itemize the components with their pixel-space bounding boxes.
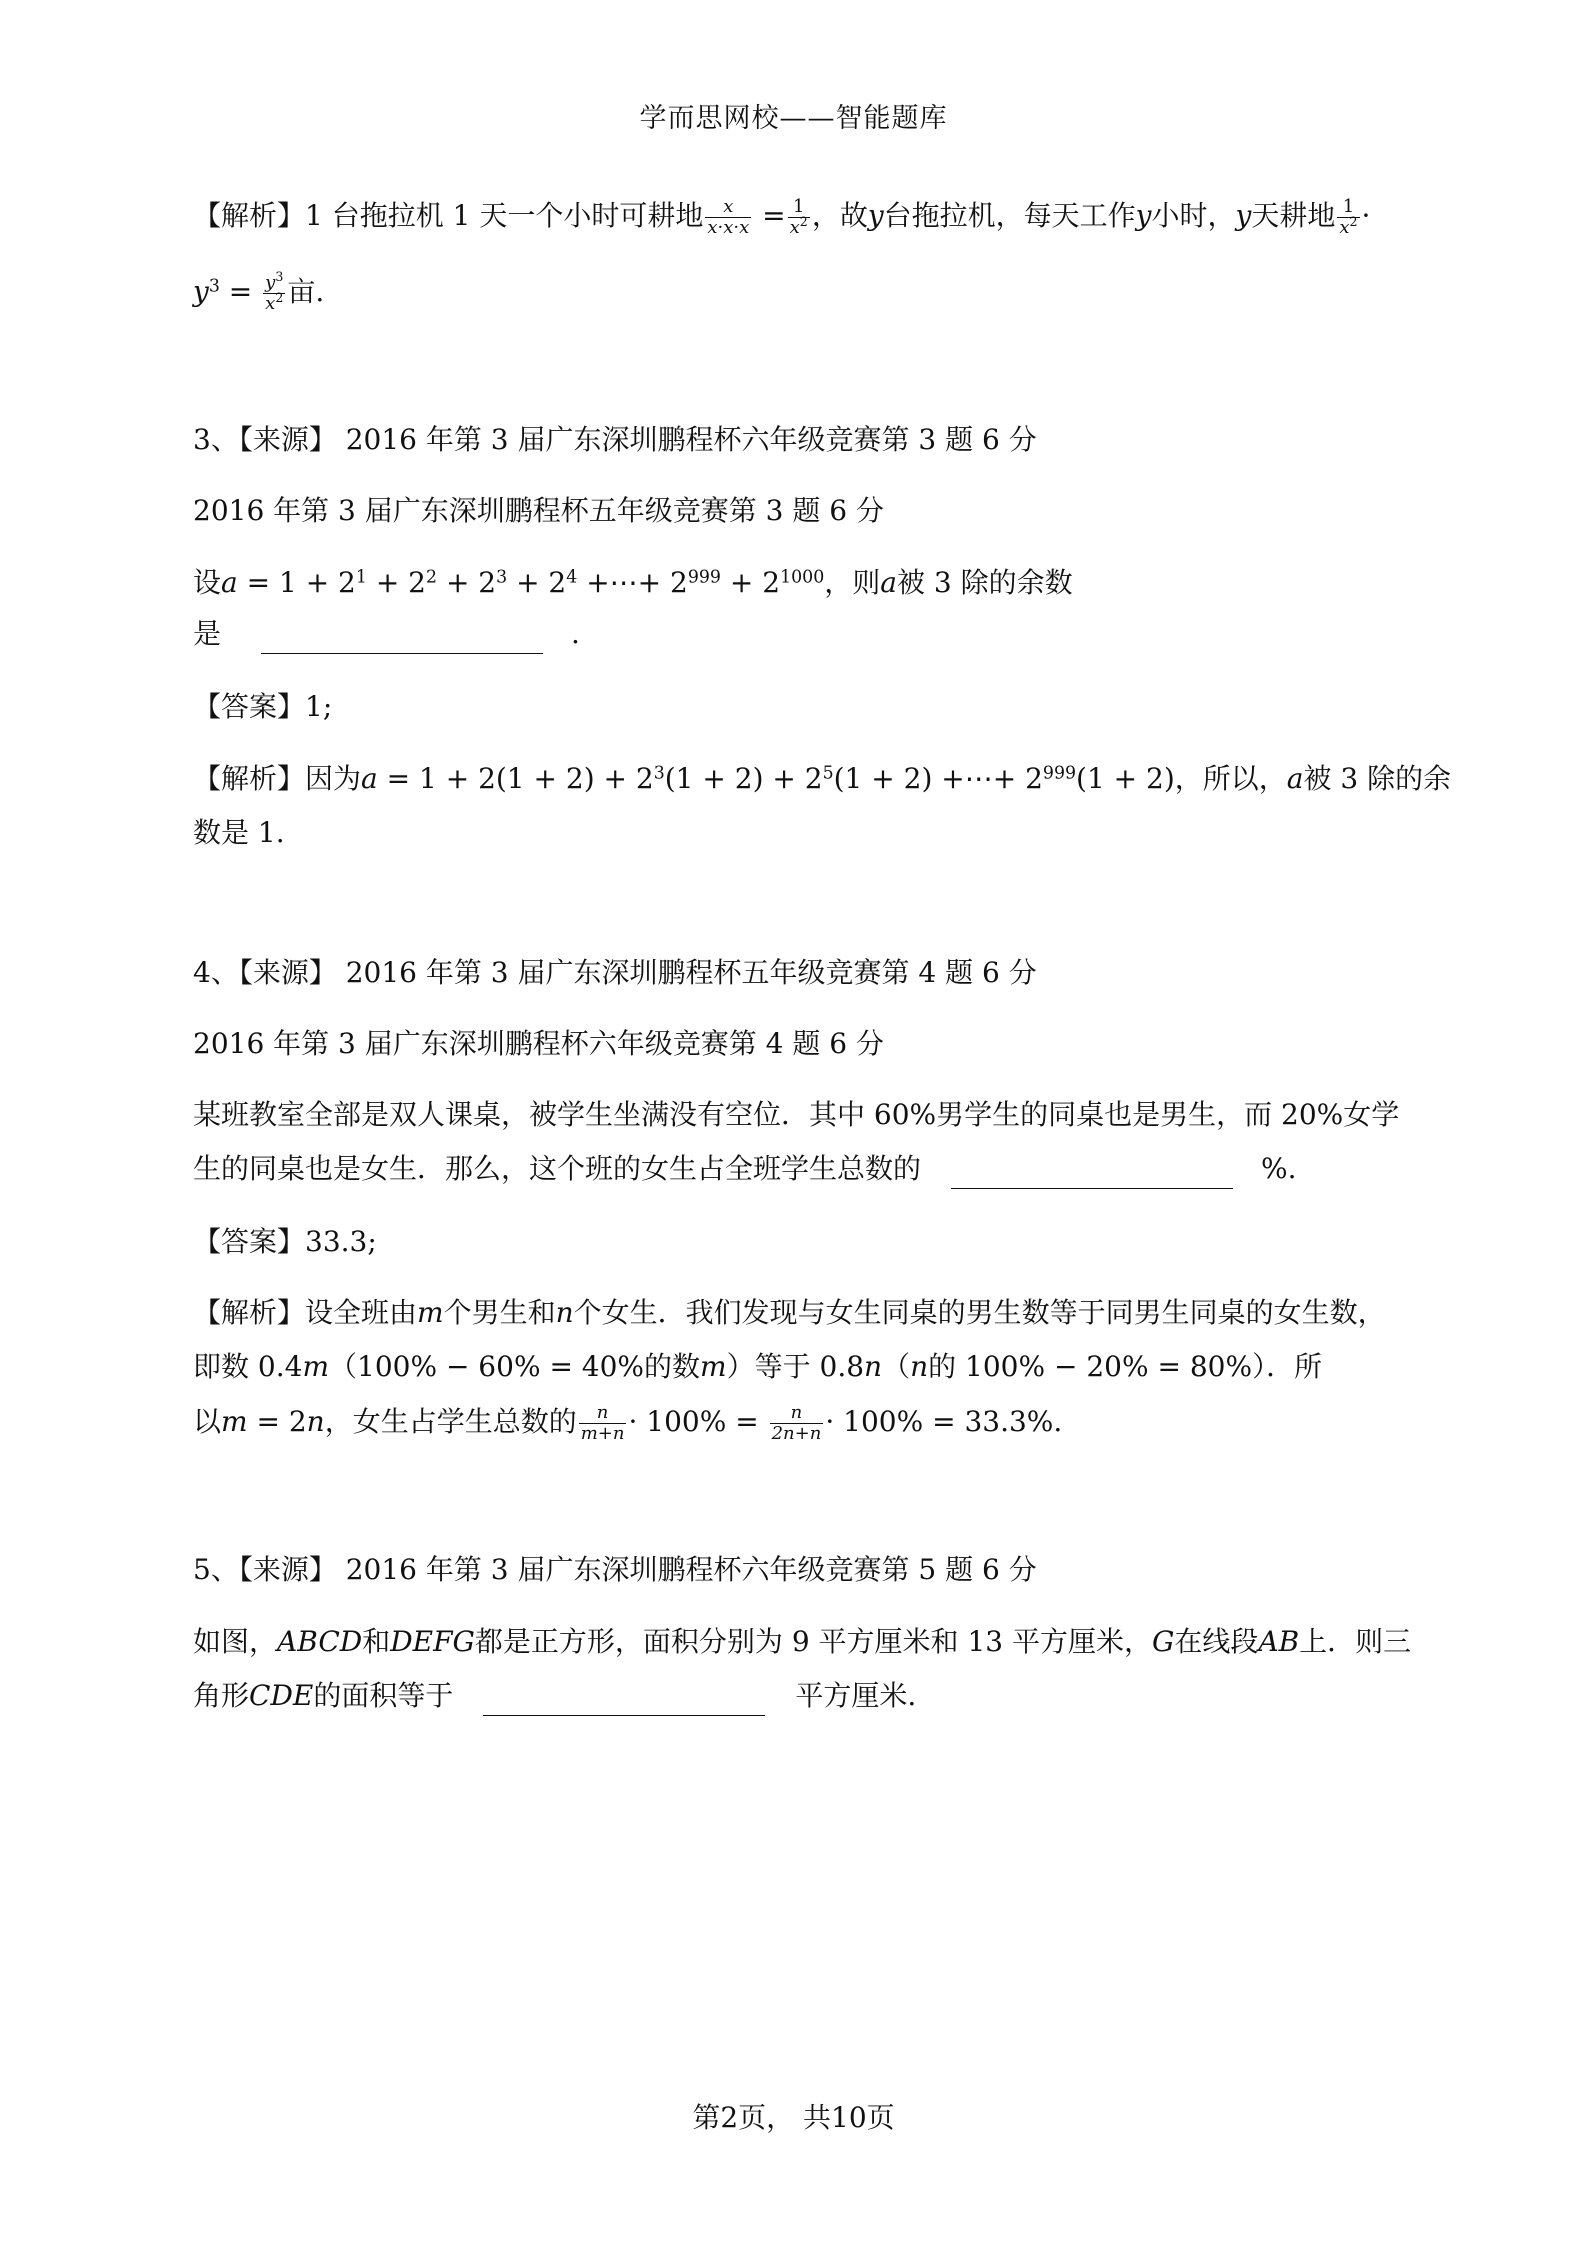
q3-answer: 【答案】1; (193, 690, 333, 723)
q4-analysis: 【解析】设全班由m个男生和n个女生．我们发现与女生同桌的男生数等于同男生同桌的女生数， (193, 1296, 1386, 1329)
q5-question: 如图，ABCD和DEFG都是正方形，面积分别为 9 平方厘米和 13 平方厘米，G在线段AB上．则三 (193, 1625, 1412, 1658)
q3-source: 3、【来源】 2016 年第 3 届广东深圳鹏程杯六年级竞赛第 3 题 6 分 (193, 423, 1037, 456)
q4-source: 4、【来源】 2016 年第 3 届广东深圳鹏程杯五年级竞赛第 4 题 6 分 (193, 956, 1037, 989)
page-footer: 第2页， 共10页 (692, 2101, 895, 2134)
fraction: $\frac{1}{x^2}$ (1339, 196, 1358, 238)
page-header: 学而思网校——智能题库 (639, 103, 948, 134)
fraction: $\frac{n}{m+n}$ (580, 1402, 625, 1444)
fraction: $\frac{y^3}{x^2}$ (265, 269, 284, 314)
fraction: $\frac{x}{x\cdot x\cdot x}$ (707, 196, 750, 238)
q5-question-line2: 角形CDE的面积等于 平方厘米. (193, 1676, 916, 1716)
analysis-line: 【解析】1 台拖拉机 1 天一个小时可耕地 $\frac{x}{x\cdot x\cdot x}$ = $\frac{1}{x^2}$ ，故y台拖拉机，每天工作y小时，y天耕地 $\frac{1}{x^2}$ · (193, 196, 1371, 238)
answer-blank (483, 1685, 765, 1716)
q4-answer: 【答案】33.3; (193, 1225, 377, 1258)
answer-blank (261, 623, 543, 654)
q4-analysis-line2: 即数 0.4m（100% − 60% = 40%的数m）等于 0.8n（n的 100% − 20% = 80%）．所 (193, 1350, 1323, 1383)
q4-question: 某班教室全部是双人课桌，被学生坐满没有空位．其中 60%男学生的同桌也是男生，而 20%女学 (193, 1098, 1400, 1131)
q3-question-line2: 是 . (193, 614, 580, 654)
q3-source-2: 2016 年第 3 届广东深圳鹏程杯五年级竞赛第 3 题 6 分 (193, 494, 885, 527)
analysis-line: $y^3$ = $\frac{y^3}{x^2}$ 亩. (193, 269, 325, 314)
q3-analysis: 【解析】因为$a = 1 + 2(1 + 2) + 2^3(1 + 2) + 2^5(1 + 2)$ +⋯+ $2^{999}(1 + 2)$，所以，a被 3 除的余 (193, 762, 1452, 795)
q3-question: 设$a = 1 + 2^1 + 2^2 + 2^3 + 2^4$ +⋯+ $2^{999} + 2^{1000}$，则a被 3 除的余数 (193, 566, 1073, 599)
answer-blank (951, 1158, 1233, 1189)
analysis-label: 【解析】 (193, 199, 306, 232)
q4-question-line2: 生的同桌也是女生．那么，这个班的女生占全班学生总数的 %. (193, 1149, 1297, 1189)
fraction: $\frac{1}{x^2}$ (789, 196, 808, 238)
q5-source: 5、【来源】 2016 年第 3 届广东深圳鹏程杯六年级竞赛第 5 题 6 分 (193, 1553, 1037, 1586)
fraction: $\frac{n}{2n+n}$ (771, 1402, 822, 1444)
q3-analysis-line2: 数是 1. (193, 816, 285, 849)
q4-analysis-line3: 以m = 2n，女生占学生总数的 $\frac{n}{m+n}$ · 100% = $\frac{n}{2n+n}$ · 100% = 33.3%. (193, 1402, 1063, 1444)
q4-source-2: 2016 年第 3 届广东深圳鹏程杯六年级竞赛第 4 题 6 分 (193, 1027, 885, 1060)
